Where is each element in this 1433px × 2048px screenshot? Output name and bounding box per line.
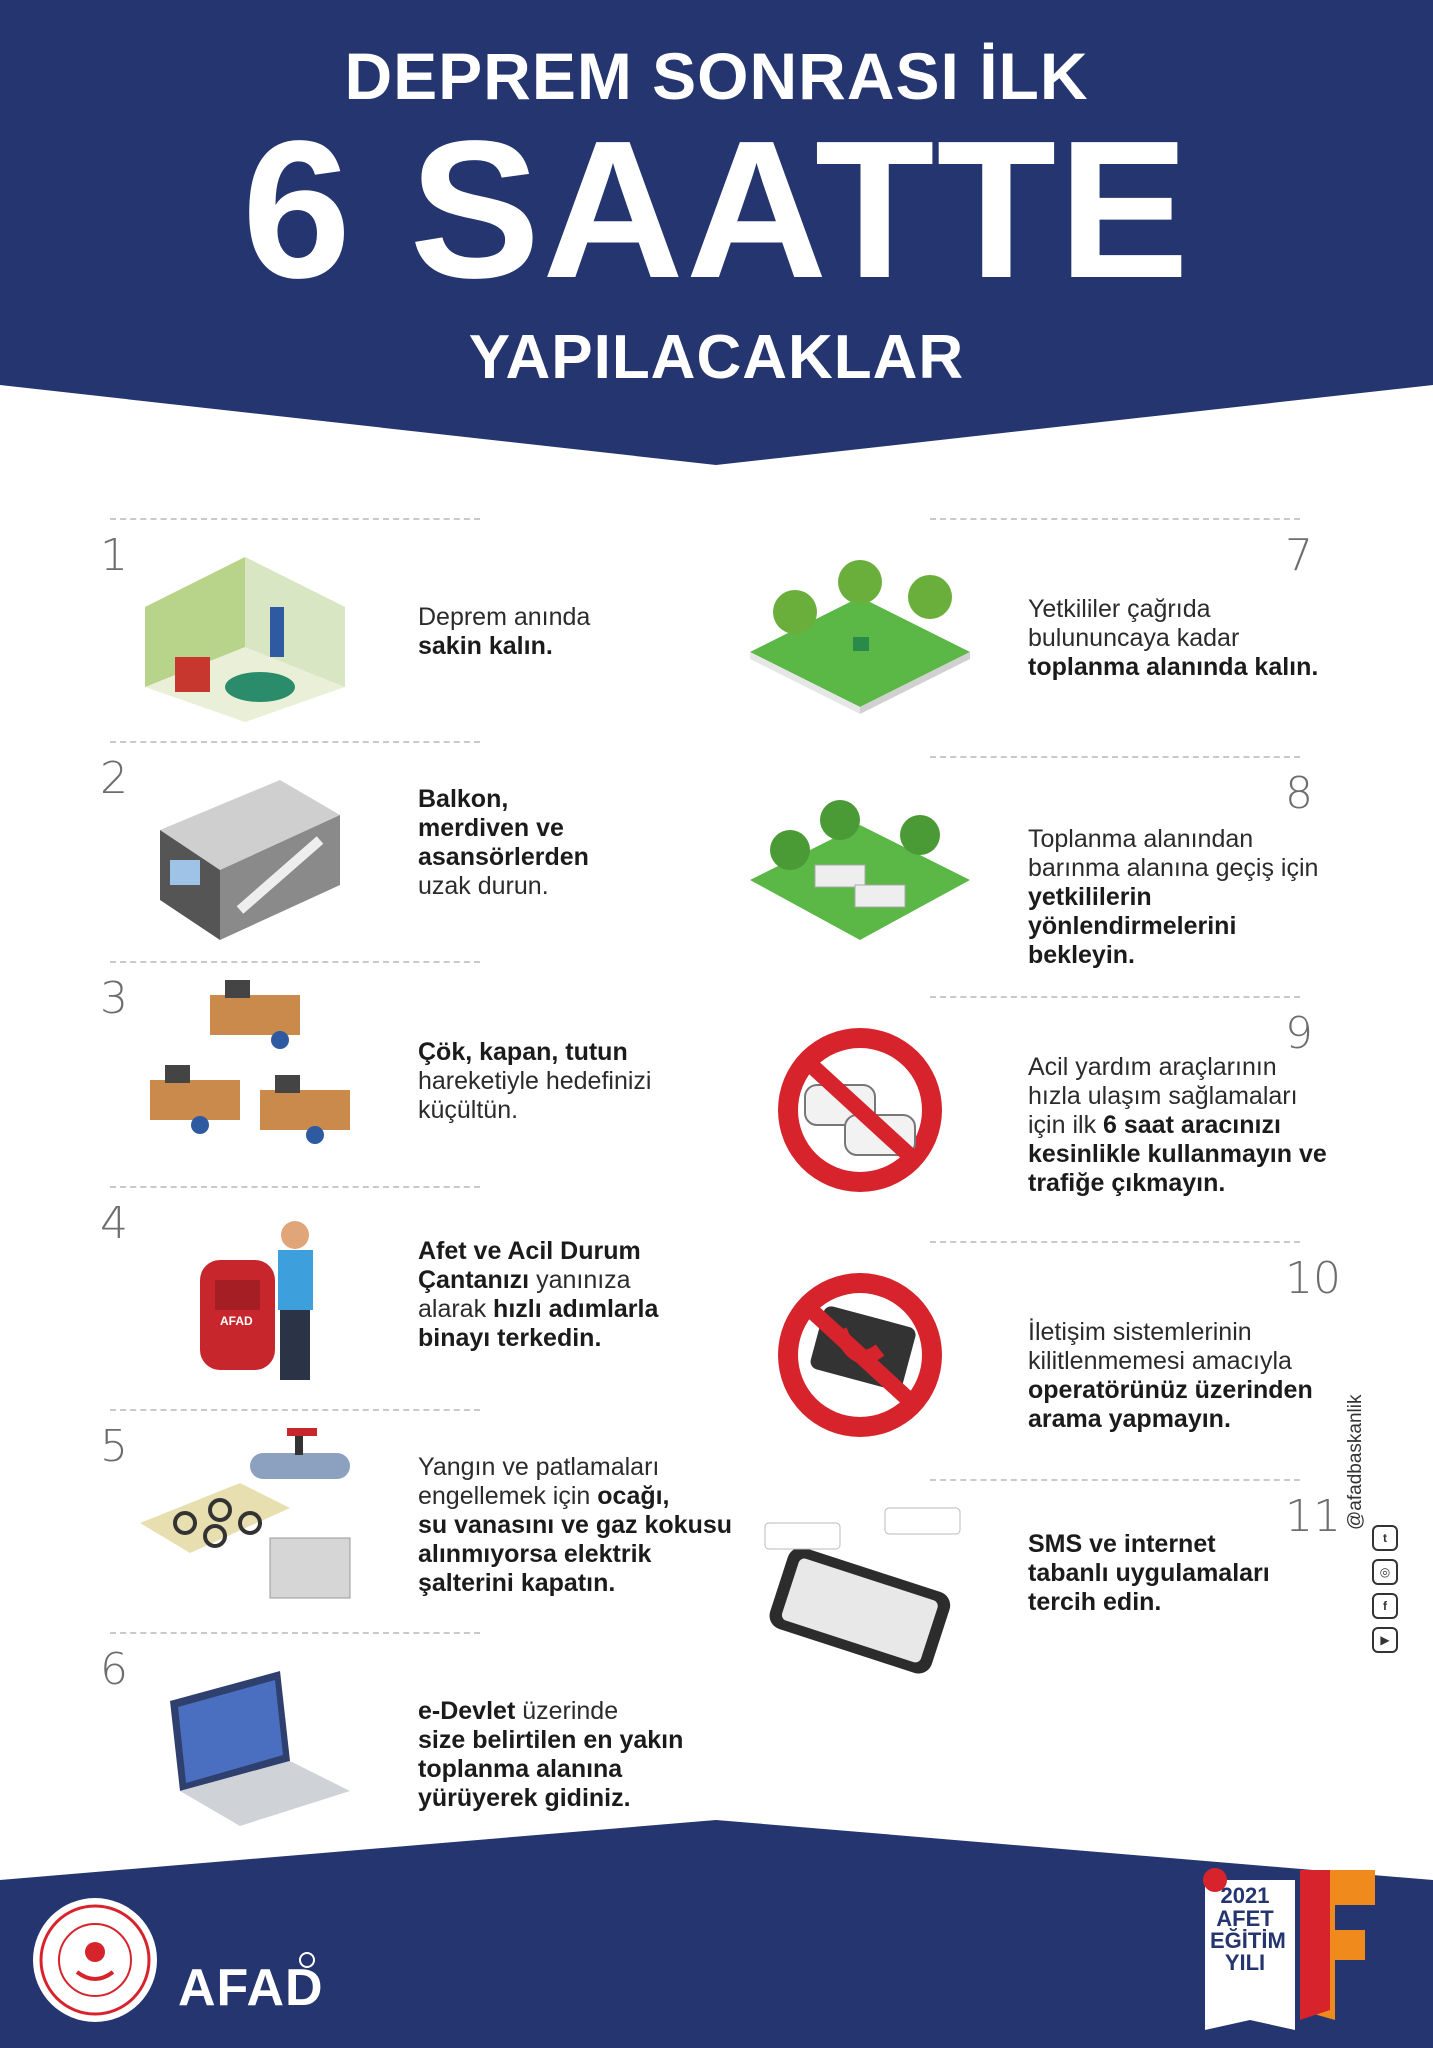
instagram-icon[interactable]: ◎ <box>1372 1559 1398 1585</box>
step-text <box>418 1697 748 1813</box>
tent-city-icon <box>745 775 975 965</box>
step-text-line: Çök, kapan, tutun <box>418 1038 628 1066</box>
facebook-icon[interactable]: f <box>1372 1593 1398 1619</box>
step-text-line: size belirtilen en yakın <box>418 1726 684 1754</box>
step-number: 9 <box>1285 1008 1313 1059</box>
step-divider <box>110 518 480 520</box>
step-text <box>418 1237 748 1353</box>
step-text <box>1028 1318 1358 1434</box>
twitter-icon[interactable]: t <box>1372 1525 1398 1551</box>
step-divider <box>930 1241 1300 1243</box>
step-text-line: Afet ve Acil Durum <box>418 1237 641 1265</box>
step-divider <box>110 1409 480 1411</box>
step-divider <box>930 1479 1300 1481</box>
edu-year-label: 2021 <box>1220 1883 1270 1908</box>
step-text-line: alarak hızlı adımlarla <box>418 1295 659 1323</box>
step-number: 1 <box>100 530 128 581</box>
step-text-line: Yetkililer çağrıda <box>1028 595 1211 623</box>
step-text-line: SMS ve internet <box>1028 1530 1216 1558</box>
step-text-line: yetkililerin yönlendirmelerini <box>1028 883 1237 940</box>
step-divider <box>110 1632 480 1634</box>
edu-line2-label: EĞİTİM <box>1210 1928 1286 1953</box>
step-divider <box>110 741 480 743</box>
step-text-line: trafiğe çıkmayın. <box>1028 1169 1226 1197</box>
step-text-line: sakin kalın. <box>418 632 553 660</box>
no-calls-icon <box>745 1260 975 1450</box>
header-title: 6 SAATTE <box>242 100 1191 319</box>
step-text-line: arama yapmayın. <box>1028 1405 1231 1433</box>
step-text-line: toplanma alanında kalın. <box>1028 653 1319 681</box>
step-text <box>1028 595 1358 682</box>
step-number: 11 <box>1285 1491 1341 1542</box>
step-text <box>418 785 748 901</box>
step-number: 8 <box>1285 768 1313 819</box>
calm-room-icon <box>130 537 360 727</box>
youtube-icon[interactable]: ▶ <box>1372 1627 1398 1653</box>
step-text-line: hızla ulaşım sağlamaları <box>1028 1082 1298 1110</box>
step-text-line: toplanma alanına <box>418 1755 623 1783</box>
step-text <box>418 1038 748 1125</box>
step-text-line: Çantanızı yanınıza <box>418 1266 631 1294</box>
header-line1: DEPREM SONRASI İLK <box>344 39 1089 113</box>
step-text-line: binayı terkedin. <box>418 1324 602 1352</box>
step-text-line: hareketiyle hedefinizi <box>418 1067 652 1095</box>
step-text-line: tercih edin. <box>1028 1588 1162 1616</box>
step-number: 10 <box>1285 1253 1341 1304</box>
assembly-area-icon <box>745 537 975 727</box>
step-divider <box>930 996 1300 998</box>
step-text-line: Acil yardım araçlarının <box>1028 1053 1277 1081</box>
header-line3: YAPILACAKLAR <box>468 323 965 392</box>
step-text-line: için ilk 6 saat aracınızı <box>1028 1111 1281 1139</box>
step-text <box>1028 1053 1358 1198</box>
step-divider <box>930 518 1300 520</box>
step-text-line: küçültün. <box>418 1096 519 1124</box>
step-text <box>1028 1530 1358 1617</box>
step-number: 3 <box>100 973 128 1024</box>
step-text-line: alınmıyorsa elektrik <box>418 1540 652 1568</box>
header-banner <box>0 0 1433 470</box>
step-divider <box>110 1186 480 1188</box>
step-text-line: Toplanma alanından <box>1028 825 1254 853</box>
step-text <box>418 603 748 661</box>
stairs-building-icon <box>130 760 360 950</box>
step-text-line: operatörünüz üzerinden <box>1028 1376 1313 1404</box>
step-number: 6 <box>100 1644 128 1695</box>
step-text-line: şalterini kapatın. <box>418 1569 616 1597</box>
step-divider <box>930 756 1300 758</box>
step-text-line: kilitlenmemesi amacıyla <box>1028 1347 1292 1375</box>
step-text-line: Yangın ve patlamaları <box>418 1453 660 1481</box>
edu-line1-label: AFET <box>1216 1906 1274 1931</box>
step-number: 2 <box>100 753 128 804</box>
step-text-line: bekleyin. <box>1028 941 1135 969</box>
step-text-line: Deprem anında <box>418 603 591 631</box>
step-text-line: kesinlikle kullanmayın ve <box>1028 1140 1327 1168</box>
step-text-line: engellemek için ocağı, <box>418 1482 670 1510</box>
no-cars-icon <box>745 1015 975 1205</box>
step-text-line: e-Devlet üzerinde <box>418 1697 619 1725</box>
social-handle[interactable]: @afadbaskanlik <box>1345 1394 1366 1530</box>
step-text-line: bulununcaya kadar <box>1028 624 1240 652</box>
step-text <box>1028 825 1358 970</box>
emergency-bag-icon <box>130 1205 360 1395</box>
step-number: 5 <box>100 1421 128 1472</box>
social-icons <box>1372 1525 1402 1661</box>
smartphone-messages-icon <box>745 1498 975 1688</box>
step-number: 7 <box>1285 530 1313 581</box>
step-text-line: asansörlerden <box>418 843 589 871</box>
svg-text:AFAD: AFAD <box>220 1314 253 1328</box>
step-text-line: merdiven ve <box>418 814 564 842</box>
stove-valve-fuse-icon <box>130 1428 360 1618</box>
ministry-seal-icon <box>33 1898 157 2022</box>
step-divider <box>110 961 480 963</box>
step-text-line: uzak durun. <box>418 872 549 900</box>
step-number: 4 <box>100 1198 128 1249</box>
step-text-line: barınma alanına geçiş için <box>1028 854 1319 882</box>
step-text-line: Balkon, <box>418 785 509 813</box>
drop-cover-hold-icon <box>130 980 360 1170</box>
step-text-line: yürüyerek gidiniz. <box>418 1784 631 1812</box>
step-text-line: su vanasını ve gaz kokusu <box>418 1511 733 1539</box>
step-text-line: İletişim sistemlerinin <box>1028 1318 1252 1346</box>
afad-logo-text: AFAD <box>178 1959 324 2017</box>
laptop-icon <box>130 1651 360 1841</box>
step-text-line: tabanlı uygulamaları <box>1028 1559 1270 1587</box>
edu-line3-label: YILI <box>1224 1950 1266 1975</box>
step-text <box>418 1453 748 1598</box>
